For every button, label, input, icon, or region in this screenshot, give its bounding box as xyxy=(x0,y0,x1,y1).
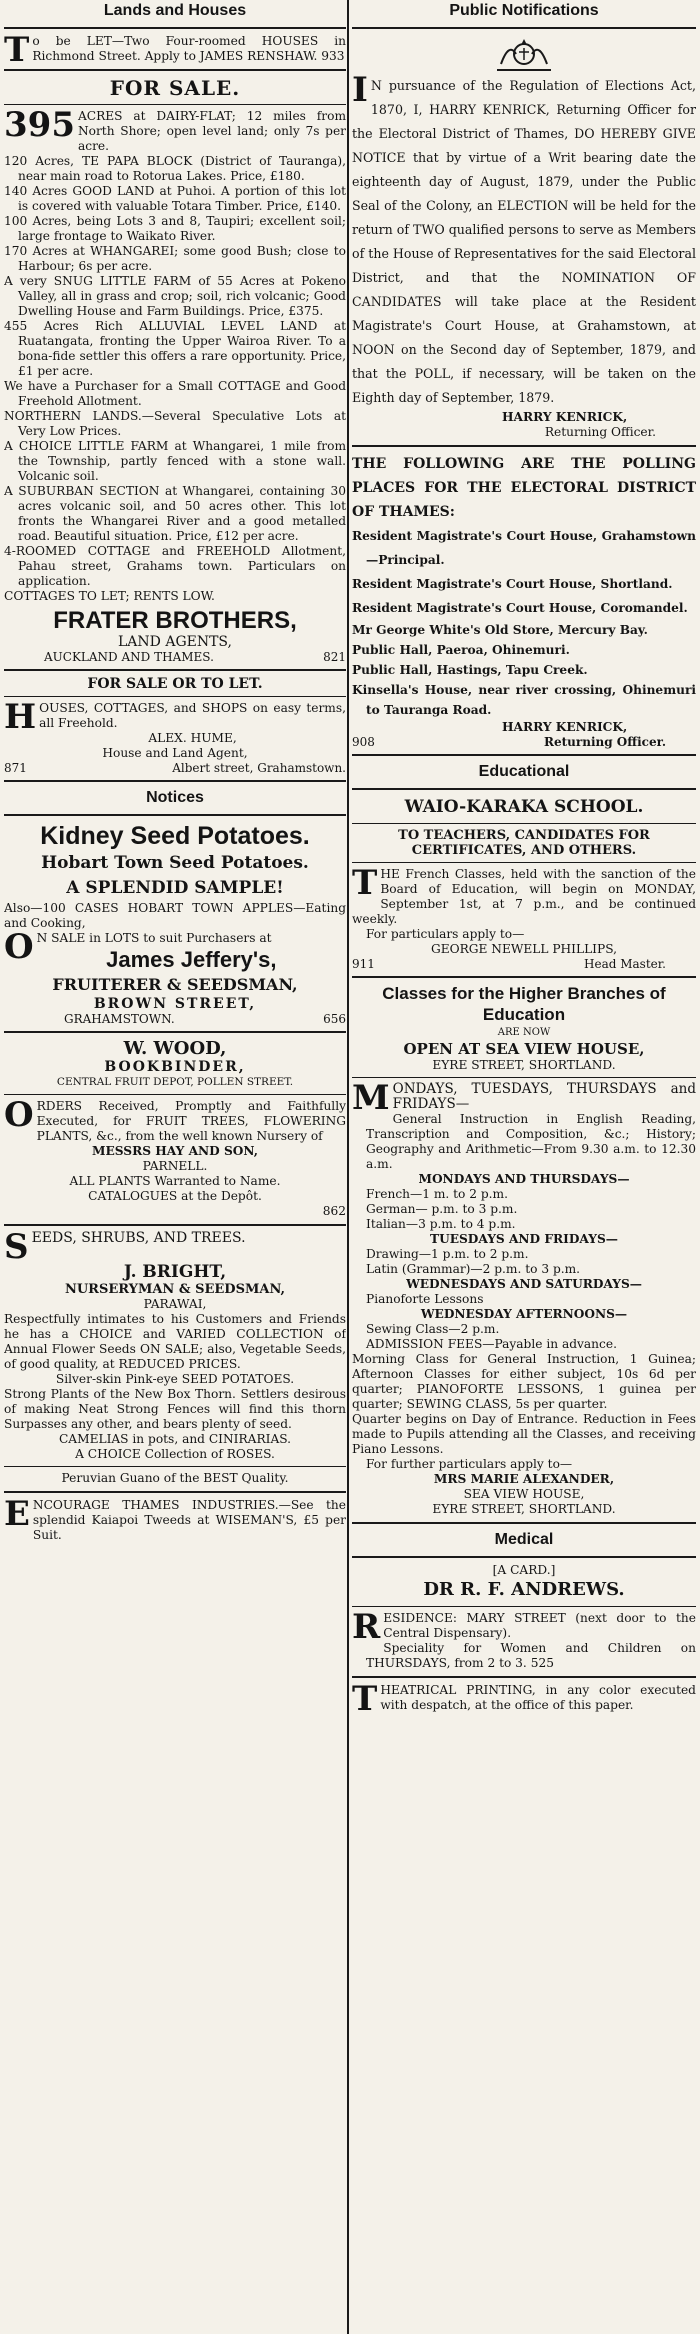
sale-item-8: We have a Purchaser for a Small COTTAGE and Good Freehold Allotment. xyxy=(4,379,346,408)
roses-line: A CHOICE Collection of ROSES. xyxy=(75,1447,275,1461)
divider xyxy=(352,1606,696,1607)
divider xyxy=(352,823,696,824)
apples-line: Also—100 CASES HOBART TOWN APPLES—Eating and Cooking, xyxy=(4,901,346,930)
kidney-head: Kidney Seed Potatoes. xyxy=(40,822,310,850)
polling-place-3: Resident Magistrate's Court House, Coromandel. xyxy=(352,601,688,615)
phillips-footer: 911 Head Master. xyxy=(352,957,666,971)
bookbinder: BOOKBINDER, xyxy=(104,1059,246,1075)
notices-section-head: Notices xyxy=(146,789,204,806)
sale-item-2: 120 Acres, TE PAPA BLOCK (District of Tauranga), near main road to Rotorua Lakes. Price, £180. xyxy=(4,154,346,183)
bright-name: J. BRIGHT, xyxy=(123,1262,227,1282)
medical-section-head: Medical xyxy=(494,1531,554,1548)
guano-line: Peruvian Guano of the BEST Quality. xyxy=(61,1471,289,1485)
sale-item-10: A CHOICE LITTLE FARM at Whangarei, 1 mile from the Township, partly fenced with a stone wall. Volcanic soil. xyxy=(4,439,346,483)
houses-ad: HOUSES, COTTAGES, and SHOPS on easy terms, all Freehold. xyxy=(4,697,346,737)
frater-subtitle: LAND AGENTS, xyxy=(118,634,232,650)
fruiterer-line: FRUITERER & SEEDSMAN, xyxy=(52,975,298,994)
further-line: For further particulars apply to— xyxy=(366,1457,573,1471)
quarter-line: Quarter begins on Day of Entrance. Reduction in Fees made to Pupils attending all the Classes, and receiving Piano Lessons. xyxy=(352,1412,696,1456)
italian-time: Italian—3 p.m. to 4 p.m. xyxy=(366,1217,516,1231)
classes-head: Classes for the Higher Branches of Education xyxy=(382,984,666,1024)
polling-head: THE FOLLOWING ARE THE POLLING PLACES FOR THE ELECTORAL DISTRICT OF THAMES: xyxy=(352,456,696,520)
doctor-name: DR R. F. ANDREWS. xyxy=(423,1579,625,1600)
frater-footer: AUCKLAND AND THAMES. 821 xyxy=(44,650,346,664)
mon-thu-head: MONDAYS AND THURSDAYS— xyxy=(418,1172,630,1186)
polling-place-2: Resident Magistrate's Court House, Shortland. xyxy=(352,577,673,591)
catalogues: CATALOGUES at the Depôt. xyxy=(88,1189,262,1203)
divider xyxy=(4,1491,346,1493)
sea-view-line: SEA VIEW HOUSE, xyxy=(463,1487,585,1501)
latin-time: Latin (Grammar)—2 p.m. to 3 p.m. xyxy=(366,1262,581,1276)
wood-num: 862 xyxy=(322,1204,346,1218)
jeffery-name: James Jeffery's, xyxy=(106,947,277,972)
residence-line: RESIDENCE: MARY STREET (next door to the Central Dispensary). xyxy=(352,1607,696,1647)
speciality-line: Speciality for Women and Children on THURSDAYS, from 2 to 3. 525 xyxy=(366,1641,696,1670)
divider xyxy=(4,780,346,782)
sale-item-1: 395 ACRES at DAIRY-FLAT; 12 miles from North Shore; open level land; only 7s per acre. xyxy=(4,105,346,153)
lands-section-head: Lands and Houses xyxy=(103,2,247,19)
morning-line: Morning Class for General Instruction, 1 Guinea; Afternoon Classes for either subject, 10s 6d per quarter; PIANOFORTE LESSONS, 1 guinea per quarter; SEWING CLASS, 5s per quarter. xyxy=(352,1352,696,1411)
sale-item-6: A very SNUG LITTLE FARM of 55 Acres at Pokeno Valley, all in grass and crop; soil, rich volcanic; Good Dwelling House and Farm Buildings. Price, £375. xyxy=(4,274,346,318)
theatrical-ad: THEATRICAL PRINTING, in any color executed with despatch, at the office of this paper. xyxy=(352,1679,696,1719)
sale-item-12: 4-ROOMED COTTAGE and FREEHOLD Allotment, Pahau street, Grahams town. Particulars on application. xyxy=(4,544,346,588)
coat-of-arms-icon xyxy=(489,34,559,74)
eyre-line: EYRE STREET, SHORTLAND. xyxy=(432,1058,616,1072)
drawing-time: Drawing—1 p.m. to 2 p.m. xyxy=(366,1247,529,1261)
seeds-head: SEEDS, SHRUBS, AND TREES. xyxy=(4,1227,246,1267)
divider xyxy=(4,1466,346,1467)
french-time: French—1 m. to 2 p.m. xyxy=(366,1187,508,1201)
splendid-head: A SPLENDID SAMPLE! xyxy=(66,878,284,898)
on-sale-line: O N SALE in LOTS to suit Purchasers at xyxy=(4,927,272,967)
phillips-name: GEORGE NEWELL PHILLIPS, xyxy=(431,942,617,956)
polling-place-1: Resident Magistrate's Court House, Grahamstown—Principal. xyxy=(352,529,696,567)
divider xyxy=(352,788,696,790)
polling-place-4: Mr George White's Old Store, Mercury Bay. xyxy=(352,623,648,637)
german-time: German— p.m. to 3 p.m. xyxy=(366,1202,518,1216)
camelias-line: CAMELIAS in pots, and CINIRARIAS. xyxy=(58,1432,292,1446)
hume-name: ALEX. HUME, xyxy=(148,731,237,745)
alexander-name: MRS MARIE ALEXANDER, xyxy=(433,1472,615,1486)
sale-let-head: FOR SALE OR TO LET. xyxy=(87,676,263,692)
jeffery-street: BROWN STREET, xyxy=(93,996,257,1012)
hobart-head: Hobart Town Seed Potatoes. xyxy=(41,853,309,873)
admission-line: ADMISSION FEES—Payable in advance. xyxy=(366,1337,617,1351)
for-sale-head: FOR SALE. xyxy=(109,76,241,100)
sale-item-7: 455 Acres Rich ALLUVIAL LEVEL LAND at Ruatangata, fronting the Upper Wairoa River. To a bona-fide settler this offers a rare opportunity. Price, £1 per acre. xyxy=(4,319,346,378)
divider xyxy=(352,445,696,447)
wood-name: W. WOOD, xyxy=(123,1038,227,1059)
parnell-line: PARNELL. xyxy=(142,1159,208,1173)
divider xyxy=(4,814,346,816)
messrs-line: MESSRS HAY AND SON, xyxy=(91,1144,259,1158)
hume-footer: 871 Albert street, Grahamstown. xyxy=(4,761,346,775)
open-line: OPEN AT SEA VIEW HOUSE, xyxy=(403,1040,645,1058)
divider xyxy=(352,1676,696,1678)
sale-item-9: NORTHERN LANDS.—Several Speculative Lots at Very Low Prices. xyxy=(4,409,346,438)
divider xyxy=(4,1094,346,1095)
sale-item-3: 140 Acres GOOD LAND at Puhoi. A portion of this lot is covered with valuable Totara Timber. Price, £140. xyxy=(4,184,346,213)
right-column xyxy=(352,0,696,2334)
divider xyxy=(4,669,346,671)
french-notice: THE French Classes, held with the sanction of the Board of Education, will begin on MONDAY, September 1st, at 7 p.m., and be continued weekly. xyxy=(352,863,696,926)
frater-brothers: FRATER BROTHERS, xyxy=(53,607,297,634)
divider xyxy=(4,1224,346,1226)
pursuance-notice: I N pursuance of the Regulation of Elections Act, 1870, I, HARRY KENRICK, Returning Officer for the Electoral District of Thames, DO HEREBY GIVE NOTICE that by virtue of a Writ bearing date the eighteenth day of August, 1879, under the Public Seal of the Colony, an ELECTION will be held for the return of TWO qualified persons to serve as Members of the House of Representatives for the said Electoral District, and that the NOMINATION OF CANDIDATES will take place at the Resident Magistrate's Court House, at Grahamstown, at NOON on the Second day of September, 1879, and that the POLL, if necessary, will be taken on the Eighth day of September, 1879. xyxy=(352,70,696,405)
educational-section-head: Educational xyxy=(478,763,570,780)
eyre-line-2: EYRE STREET, SHORTLAND. xyxy=(432,1502,616,1516)
divider xyxy=(352,1077,696,1078)
polling-place-6: Public Hall, Hastings, Tapu Creek. xyxy=(352,663,588,677)
sale-item-13: COTTAGES TO LET; RENTS LOW. xyxy=(4,589,215,603)
polling-place-5: Public Hall, Paeroa, Ohinemuri. xyxy=(352,643,570,657)
kenrick-signature: HARRY KENRICK, xyxy=(502,410,628,424)
sewing-line: Sewing Class—2 p.m. xyxy=(366,1322,500,1336)
left-column xyxy=(4,0,346,2334)
divider xyxy=(352,754,696,756)
school-name: WAIO-KARAKA SCHOOL. xyxy=(404,797,644,817)
divider xyxy=(352,1556,696,1558)
public-section-head: Public Notifications xyxy=(449,2,599,19)
divider xyxy=(4,27,346,29)
all-plants: ALL PLANTS Warranted to Name. xyxy=(69,1174,281,1188)
divider xyxy=(352,27,696,29)
sale-item-5: 170 Acres at WHANGAREI; some good Bush; close to Harbour; 6s per acre. xyxy=(4,244,346,273)
are-now: ARE NOW xyxy=(497,1027,551,1038)
particulars-line: For particulars apply to— xyxy=(366,927,525,941)
parawai-line: PARAWAI, xyxy=(143,1297,207,1311)
orders-ad: ORDERS Received, Promptly and Faithfully Executed, for FRUIT TREES, FLOWERING PLANTS, &c., from the well known Nursery of xyxy=(4,1095,346,1143)
jeffery-footer: GRAHAMSTOWN. 656 xyxy=(64,1012,346,1026)
teachers-line: TO TEACHERS, CANDIDATES FOR CERTIFICATES, AND OTHERS. xyxy=(398,828,650,858)
polling-place-7: Kinsella's House, near river crossing, Ohinemuri to Tauranga Road. xyxy=(352,683,696,717)
divider xyxy=(4,1031,346,1033)
sale-item-4: 100 Acres, being Lots 3 and 8, Taupiri; excellent soil; large frontage to Waikato River. xyxy=(4,214,346,243)
wood-depot: CENTRAL FRUIT DEPOT, POLLEN STREET. xyxy=(56,1076,294,1088)
hume-title: House and Land Agent, xyxy=(102,746,248,760)
kenrick-signature-2: HARRY KENRICK, xyxy=(502,720,628,734)
pinkeye-line: Silver-skin Pink-eye SEED POTATOES. xyxy=(55,1372,295,1386)
kenrick-footer: 908 Returning Officer. xyxy=(352,735,666,749)
divider xyxy=(4,69,346,71)
divider xyxy=(352,862,696,863)
divider xyxy=(352,1522,696,1524)
drop-cap: T xyxy=(4,30,30,70)
kenrick-title: Returning Officer. xyxy=(544,425,656,439)
sale-item-11: A SUBURBAN SECTION at Whangarei, containing 30 acres volcanic soil, and 50 acres other. This lot fronts the Whangarei River and a good metalled road. Beautiful situation. Price, £12 per acre. xyxy=(4,484,346,543)
wed-sat-head: WEDNESDAYS AND SATURDAYS— xyxy=(406,1277,642,1291)
column-divider xyxy=(347,0,349,2334)
mondays-head: MONDAYS, TUESDAYS, THURSDAYS and FRIDAYS— xyxy=(352,1078,696,1118)
card-label: [A CARD.] xyxy=(492,1563,556,1577)
to-let-ad: To be LET—Two Four-roomed HOUSES in Richmond Street. Apply to JAMES RENSHAW. 933 xyxy=(4,30,346,70)
wed-aft-head: WEDNESDAY AFTERNOONS— xyxy=(420,1307,628,1321)
boxthorn-line: Strong Plants of the New Box Thorn. Settlers desirous of making Neat Strong Fences will find this thorn Surpasses any other, and bears plenty of seed. xyxy=(4,1387,346,1431)
nursery-line: NURSERYMAN & SEEDSMAN, xyxy=(64,1282,286,1297)
pianoforte-line: Pianoforte Lessons xyxy=(366,1292,484,1306)
general-instruction: General Instruction in English Reading, Transcription and Composition, &c.; History; Geography and Arithmetic—From 9.30 a.m. to 12.30 a.m. xyxy=(366,1112,696,1171)
bright-body: Respectfully intimates to his Customers and Friends he has a CHOICE and VARIED COLLECTION of Annual Flower Seeds ON SALE; also, Vegetable Seeds, of good quality, at REDUCED PRICES. xyxy=(4,1312,346,1371)
encourage-ad: ENCOURAGE THAMES INDUSTRIES.—See the splendid Kaiapoi Tweeds at WISEMAN'S, £5 per Suit. xyxy=(4,1494,346,1542)
divider xyxy=(352,976,696,978)
divider xyxy=(4,696,346,697)
tue-fri-head: TUESDAYS AND FRIDAYS— xyxy=(430,1232,618,1246)
